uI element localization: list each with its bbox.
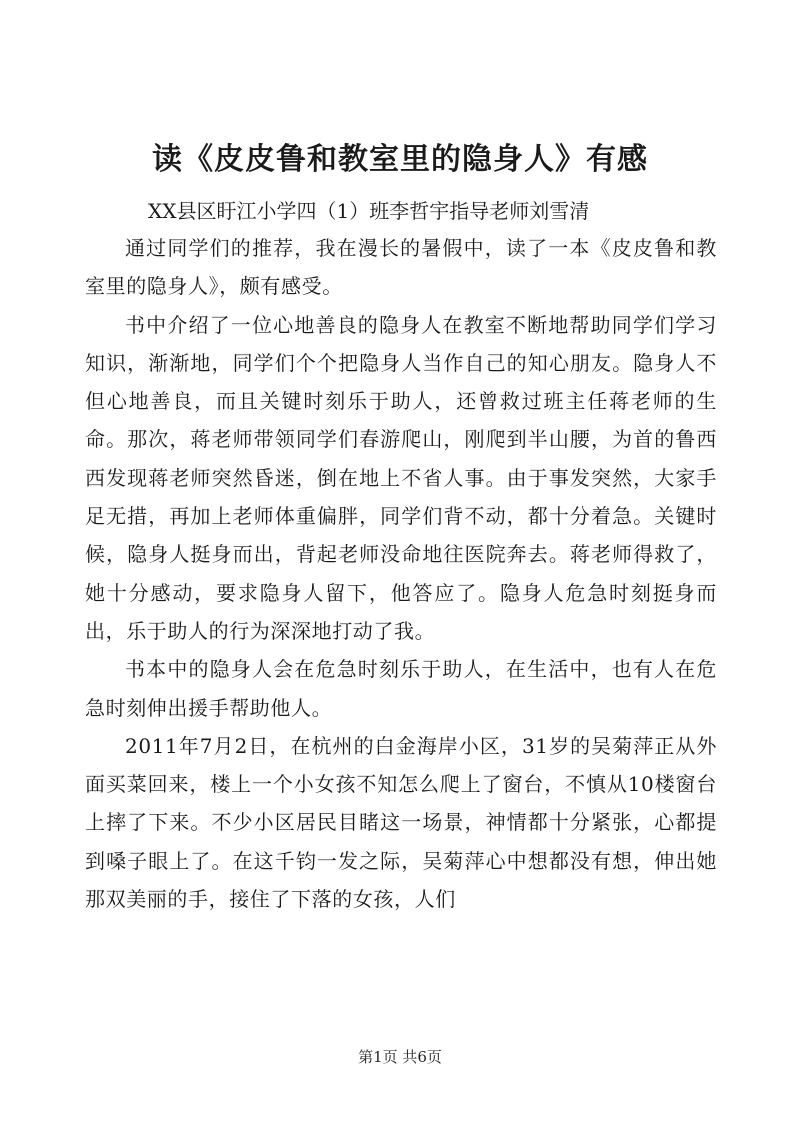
author-byline: XX县区盱江小学四（1）班李哲宇指导老师刘雪清 — [148, 199, 590, 223]
document-body — [85, 229, 717, 918]
document-title: 读《皮皮鲁和教室里的隐身人》有感 — [152, 142, 648, 177]
paragraph: 书中介绍了一位心地善良的隐身人在教室不断地帮助同学们学习知识，渐渐地，同学们个个把隐身人当作自己的知心朋友。隐身人不但心地善良，而且关键时刻乐于助人，还曾救过班主任蒋老师的生命。那次，蒋老师带领同学们春游爬山，刚爬到半山腰，为首的鲁西西发现蒋老师突然昏迷，倒在地上不省人事。由于事发突然，大家手足无措，再加上老师体重偏胖，同学们背不动，都十分着急。关键时候，隐身人挺身而出，背起老师没命地往医院奔去。蒋老师得救了，她十分感动，要求隐身人留下，他答应了。隐身人危急时刻挺身而出，乐于助人的行为深深地打动了我。 — [85, 312, 717, 643]
page-number-footer: 第1页 共6页 — [358, 1048, 442, 1066]
paragraph: 2011年7月2日，在杭州的白金海岸小区，31岁的吴菊萍正从外面买菜回来，楼上一个小女孩不知怎么爬上了窗台，不慎从10楼窗台上摔了下来。不少小区居民目睹这一场景，神情都十分紧张，心都提到嗓子眼上了。在这千钧一发之际，吴菊萍心中想都没有想，伸出她那双美丽的手，接住了下落的女孩，人们 — [85, 733, 717, 912]
paragraph: 通过同学们的推荐，我在漫长的暑假中，读了一本《皮皮鲁和教室里的隐身人》，颇有感受。 — [85, 236, 717, 299]
paragraph: 书本中的隐身人会在危急时刻乐于助人，在生活中，也有人在危急时刻伸出援手帮助他人。 — [85, 657, 717, 720]
